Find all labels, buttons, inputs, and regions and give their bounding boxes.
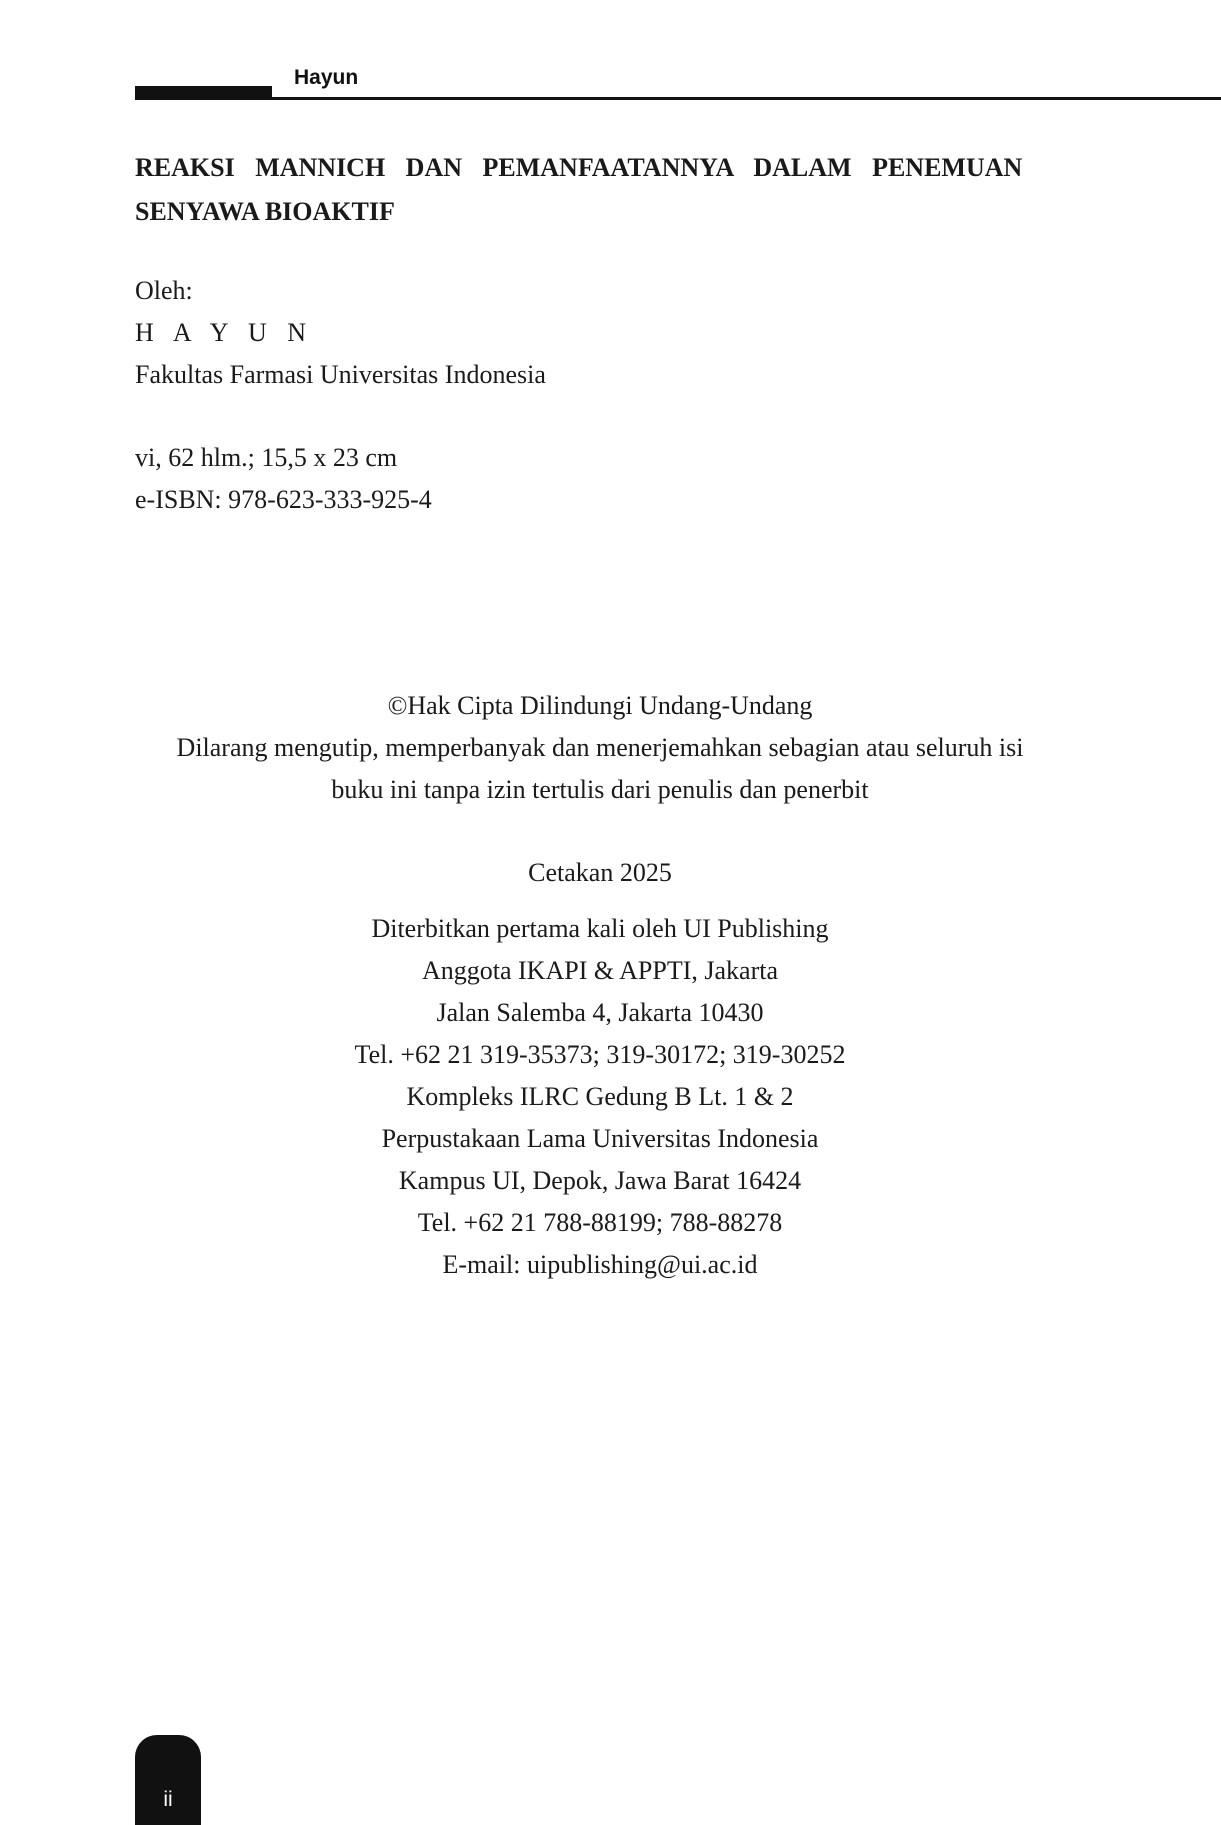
author-affiliation: Fakultas Farmasi Universitas Indonesia — [135, 360, 546, 389]
publisher-line: Tel. +62 21 319-35373; 319-30172; 319-30252 — [354, 1040, 846, 1069]
printing-edition — [0, 852, 1200, 894]
book-title — [135, 146, 1065, 234]
publisher-email: E-mail: uipublishing@ui.ac.id — [442, 1250, 758, 1279]
isbn: e-ISBN: 978-623-333-925-4 — [135, 485, 432, 514]
page-number: ii — [163, 1788, 173, 1811]
pages-size: vi, 62 hlm.; 15,5 x 23 cm — [135, 443, 398, 472]
copyright-title: ©Hak Cipta Dilindungi Undang-Undang — [387, 691, 813, 720]
publisher-line: Kampus UI, Depok, Jawa Barat 16424 — [398, 1166, 802, 1195]
publisher-line: Diterbitkan pertama kali oleh UI Publishing — [371, 914, 829, 943]
publisher-line: Anggota IKAPI & APPTI, Jakarta — [421, 956, 778, 985]
copyright-notice — [0, 685, 1200, 811]
publisher-info — [0, 908, 1200, 1286]
book-info — [135, 437, 432, 521]
byline-label: Oleh: — [135, 276, 193, 305]
publisher-line: Jalan Salemba 4, Jakarta 10430 — [436, 998, 764, 1027]
edition-text: Cetakan 2025 — [528, 858, 672, 887]
header-rule — [135, 97, 1221, 100]
author-name: H A Y U N — [135, 318, 314, 347]
byline — [135, 270, 546, 396]
publisher-line: Kompleks ILRC Gedung B Lt. 1 & 2 — [406, 1082, 794, 1111]
publisher-line: Tel. +62 21 788-88199; 788-88278 — [417, 1208, 783, 1237]
book-title-line-1: REAKSI MANNICH DAN PEMANFAATANNYA DALAM PENEMUAN — [135, 153, 1023, 182]
running-head: Hayun — [294, 66, 359, 89]
publisher-line: Perpustakaan Lama Universitas Indonesia — [381, 1124, 819, 1153]
copyright-restriction-1: Dilarang mengutip, memperbanyak dan menerjemahkan sebagian atau seluruh isi — [176, 733, 1024, 762]
book-title-line-2: SENYAWA BIOAKTIF — [135, 197, 395, 226]
copyright-restriction-2: buku ini tanpa izin tertulis dari penulis dan penerbit — [331, 775, 869, 804]
